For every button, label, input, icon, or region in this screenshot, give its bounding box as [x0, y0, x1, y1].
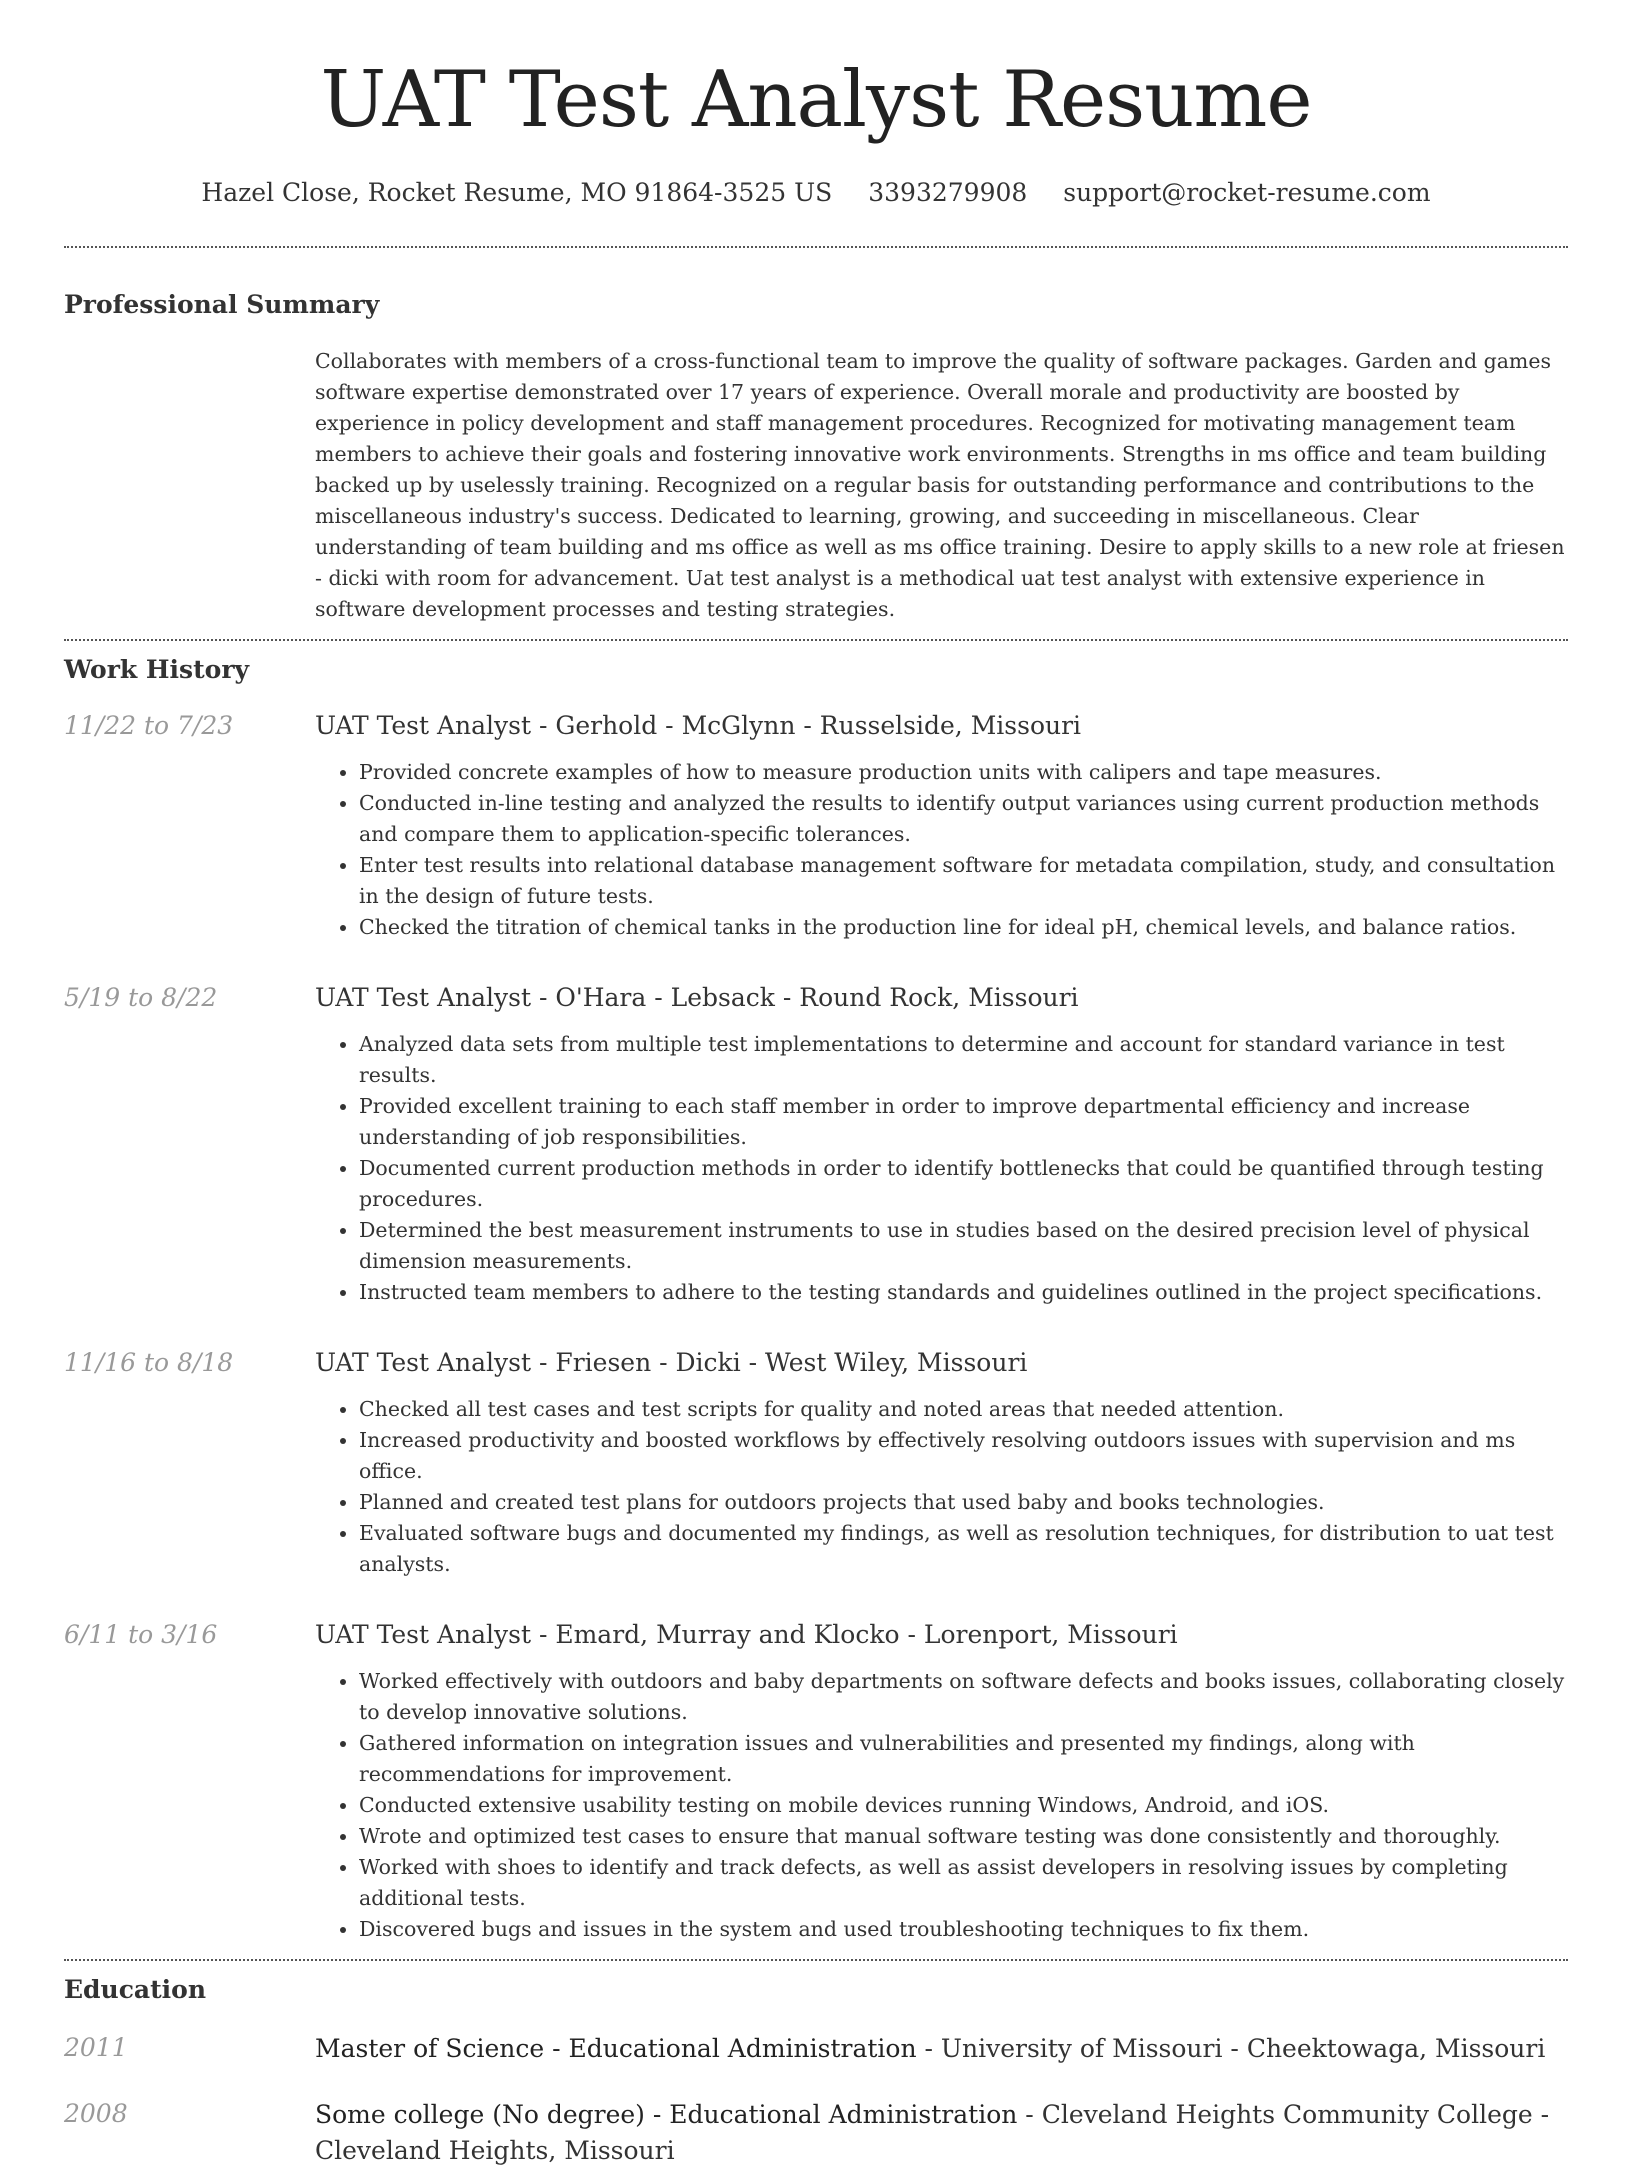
job-entry: [64, 981, 1568, 1308]
education-date: 2008: [64, 2099, 128, 2128]
job-entry: [64, 1346, 1568, 1580]
work-history-heading: Work History: [64, 655, 250, 684]
job-bullet: • Enter test results into relational database management software for metadata compilation, study, and consultation in the design of future tests.: [359, 850, 1568, 912]
job-title: UAT Test Analyst - Emard, Murray and Klocko - Lorenport, Missouri: [315, 1620, 1178, 1649]
job-bullet: • Wrote and optimized test cases to ensure that manual software testing was done consistently and thoroughly.: [359, 1821, 1568, 1852]
education-institution: - University of Missouri - Cheektowaga, Missouri: [916, 2034, 1546, 2063]
job-date: 6/11 to 3/16: [64, 1620, 218, 1649]
job-date: 11/22 to 7/23: [64, 711, 234, 740]
education-institution: - Cleveland Heights Community College - Cleveland Heights, Missouri: [315, 2100, 1550, 2165]
job-bullet: • Increased productivity and boosted workflows by effectively resolving outdoors issues with supervision and ms office.: [359, 1425, 1568, 1487]
job-bullet: • Conducted extensive usability testing on mobile devices running Windows, Android, and iOS.: [359, 1790, 1568, 1821]
job-bullet: • Conducted in-line testing and analyzed the results to identify output variances using current production methods and compare them to application-specific tolerances.: [359, 788, 1568, 850]
job-bullets: [315, 1029, 1568, 1308]
education-degree: Some college (No degree) - Educational Administration: [315, 2100, 1018, 2129]
job-body: [315, 1346, 1568, 1580]
job-title: UAT Test Analyst - Gerhold - McGlynn - Russelside, Missouri: [315, 711, 1082, 740]
section-divider: [64, 639, 1568, 641]
contact-address: Hazel Close, Rocket Resume, MO 91864-3525 US: [201, 178, 833, 207]
job-entry: [64, 1618, 1568, 1945]
job-bullet: • Instructed team members to adhere to the testing standards and guidelines outlined in the project specifications.: [359, 1277, 1568, 1308]
job-bullet: • Evaluated software bugs and documented my findings, as well as resolution techniques, for distribution to uat test analysts.: [359, 1518, 1568, 1580]
summary-text: Collaborates with members of a cross-functional team to improve the quality of software packages. Garden and games software expertise demonstrated over 17 years of experience. Overall morale and productivity are boosted by experience in policy development and staff management procedures. Recognized for motivating management team members to achieve their goals and fostering innovative work environments. Strengths in ms office and team building backed up by uselessly training. Recognized on a regular basis for outstanding performance and contributions to the miscellaneous industry's success. Dedicated to learning, growing, and succeeding in miscellaneous. Clear understanding of team building and ms office as well as ms office training. Desire to apply skills to a new role at friesen - dicki with room for advancement. Uat test analyst is a methodical uat test analyst with extensive experience in software development processes and testing strategies.: [315, 349, 1565, 621]
job-bullet: • Checked the titration of chemical tanks in the production line for ideal pH, chemical levels, and balance ratios.: [359, 912, 1568, 943]
job-bullets: [315, 1666, 1568, 1945]
job-body: [315, 981, 1568, 1308]
job-bullets: [315, 1394, 1568, 1580]
job-body: [315, 1618, 1568, 1945]
job-bullet: • Discovered bugs and issues in the system and used troubleshooting techniques to fix them.: [359, 1914, 1568, 1945]
job-bullet: • Provided excellent training to each staff member in order to improve departmental efficiency and increase understanding of job responsibilities.: [359, 1091, 1568, 1153]
section-divider: [64, 246, 1568, 248]
job-date: 5/19 to 8/22: [64, 983, 218, 1012]
job-bullet: • Documented current production methods in order to identify bottlenecks that could be quantified through testing procedures.: [359, 1153, 1568, 1215]
contact-line: [64, 176, 1568, 210]
job-bullet: • Planned and created test plans for outdoors projects that used baby and books technologies.: [359, 1487, 1568, 1518]
education-degree: Master of Science - Educational Administration: [315, 2034, 917, 2063]
section-divider: [64, 1959, 1568, 1961]
contact-email: support@rocket-resume.com: [1063, 178, 1431, 207]
education-entry: [64, 2097, 1568, 2169]
job-bullet: • Worked with shoes to identify and track defects, as well as assist developers in resolving issues by completing additional tests.: [359, 1852, 1568, 1914]
education-text: [315, 2097, 1568, 2169]
job-bullet: • Provided concrete examples of how to measure production units with calipers and tape measures.: [359, 757, 1568, 788]
education-entry: [64, 2031, 1568, 2067]
job-entry: [64, 709, 1568, 943]
job-body: [315, 709, 1568, 943]
resume-title: UAT Test Analyst Resume: [320, 55, 1312, 145]
job-bullets: [315, 757, 1568, 943]
job-bullet: • Worked effectively with outdoors and baby departments on software defects and books issues, collaborating closely to develop innovative solutions.: [359, 1666, 1568, 1728]
job-date: 11/16 to 8/18: [64, 1348, 234, 1377]
job-title: UAT Test Analyst - Friesen - Dicki - West Wiley, Missouri: [315, 1348, 1028, 1377]
job-bullet: • Checked all test cases and test scripts for quality and noted areas that needed attention.: [359, 1394, 1568, 1425]
education-heading: Education: [64, 1975, 207, 2004]
summary-heading: Professional Summary: [64, 290, 380, 319]
contact-phone: 3393279908: [868, 178, 1028, 207]
job-bullet: • Gathered information on integration issues and vulnerabilities and presented my findings, along with recommendations for improvement.: [359, 1728, 1568, 1790]
education-date: 2011: [64, 2033, 128, 2062]
job-title: UAT Test Analyst - O'Hara - Lebsack - Round Rock, Missouri: [315, 983, 1079, 1012]
job-bullet: • Analyzed data sets from multiple test implementations to determine and account for standard variance in test results.: [359, 1029, 1568, 1091]
education-text: [315, 2031, 1568, 2067]
job-bullet: • Determined the best measurement instruments to use in studies based on the desired precision level of physical dimension measurements.: [359, 1215, 1568, 1277]
